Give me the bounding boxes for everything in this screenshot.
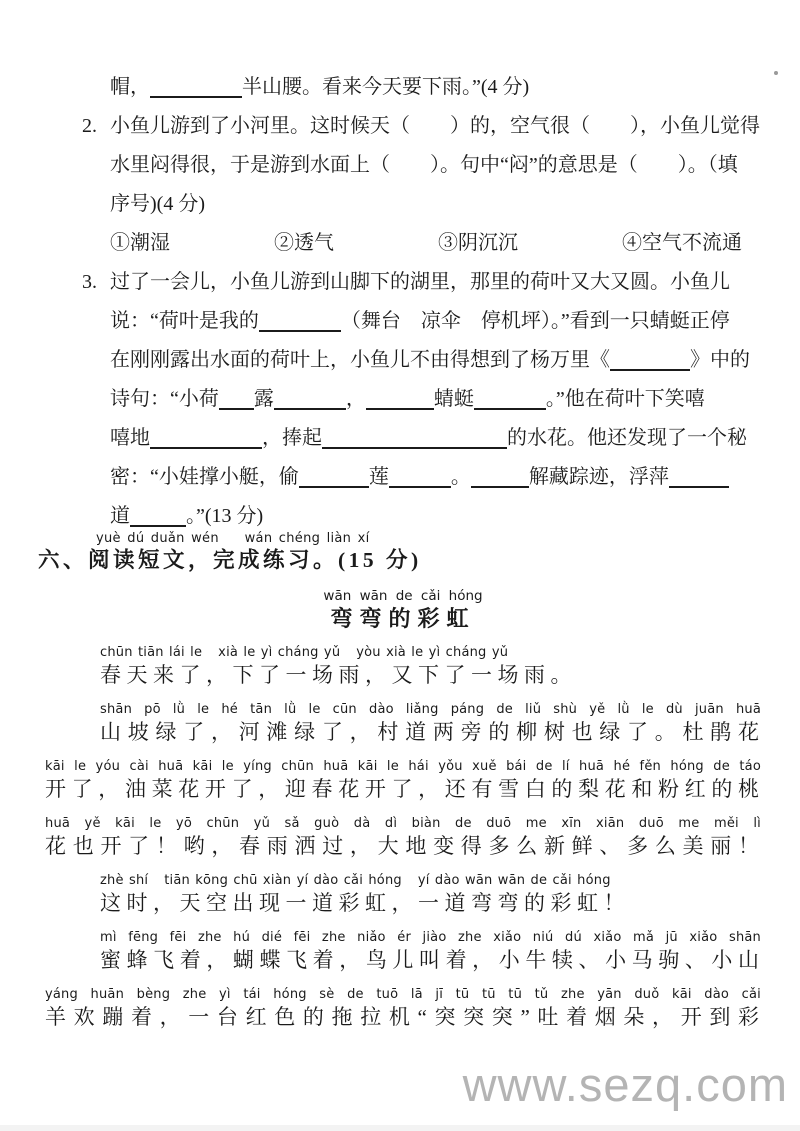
question-text: 》中的: [690, 349, 750, 371]
section-six-pinyin: yuè dú duǎn wén wán chéng liàn xí: [96, 531, 370, 546]
answer-blank: [274, 408, 346, 410]
question-line: [110, 419, 778, 458]
passage-line-pinyin: kāi le yóu cài huā kāi le yíng chūn huā kāi le hái yǒu xuě bái de lí huā hé fěn hóng de táo: [45, 759, 761, 774]
passage-lines: [45, 645, 761, 1031]
question-text: 密：“小娃撑小艇，偷: [110, 466, 299, 488]
question-text: 在刚刚露出水面的荷叶上，小鱼儿不由得想到了杨万里《: [110, 349, 610, 371]
passage-title-pinyin: wān wān de cǎi hóng: [323, 588, 483, 604]
questions-section: [82, 68, 778, 536]
question-text: 水里闷得很，于是游到水面上（ ）。句中“闷”的意思是（ ）。（填: [110, 154, 738, 176]
watermark: www.sezq.com: [462, 1058, 788, 1111]
answer-blank: [669, 486, 729, 488]
question-text: ，: [345, 388, 366, 410]
passage-line: [45, 873, 761, 917]
question-text: 帽，: [110, 76, 150, 98]
question-number: 2.: [82, 115, 97, 137]
options-list: [110, 224, 742, 263]
question-line: [82, 107, 778, 146]
option-item: ②透气: [274, 232, 334, 254]
question-text: 序号)(4 分): [110, 193, 205, 215]
question-text: 露: [253, 388, 274, 410]
answer-blank: [219, 408, 254, 410]
answer-blank: [259, 330, 341, 332]
question-line: [110, 146, 778, 185]
question-text: （舞台 凉伞 停机坪）。”看到一只蜻蜓正停: [340, 310, 730, 332]
passage-line: [45, 987, 761, 1031]
question-line: [110, 380, 778, 419]
question-text: 。”(13 分): [186, 505, 264, 527]
answer-blank: [389, 486, 451, 488]
answer-blank: [322, 447, 507, 449]
answer-blank: [366, 408, 434, 410]
passage-line-pinyin: huā yě kāi le yō chūn yǔ sǎ guò dà dì biàn de duō me xīn xiān duō me měi lì: [45, 816, 761, 831]
passage-title-block: [45, 588, 761, 632]
passage-line: [45, 702, 761, 746]
question-text: 。: [450, 466, 471, 488]
question-text: 半山腰。看来今天要下雨。”(4 分): [242, 76, 530, 98]
question-text: ，捧起: [262, 427, 322, 449]
question-text: 莲: [368, 466, 389, 488]
option-item: ③阴沉沉: [438, 232, 518, 254]
question-text: 诗句：“小荷: [110, 388, 219, 410]
answer-blank: [471, 486, 529, 488]
question-text: 道: [110, 505, 130, 527]
passage-line-hanzi: 花也开了！哟，春雨洒过，大地变得多么新鲜、多么美丽！: [45, 834, 761, 858]
question-line: [110, 68, 778, 107]
question-line: [110, 302, 778, 341]
passage-line-hanzi: 开了，油菜花开了，迎春花开了，还有雪白的梨花和粉红的桃: [45, 777, 761, 801]
question-line: [82, 263, 778, 302]
passage-line-pinyin: mì fēng fēi zhe hú dié fēi zhe niǎo ér jiào zhe xiǎo niú dú xiǎo mǎ jū xiǎo shān: [100, 930, 761, 945]
reading-passage-section: [45, 588, 761, 1044]
passage-line-pinyin: zhè shí tiān kōng chū xiàn yí dào cǎi hóng yí dào wān wān de cǎi hóng: [100, 873, 611, 888]
passage-line: [45, 645, 761, 689]
passage-line: [45, 930, 761, 974]
option-item: ①潮湿: [110, 232, 170, 254]
passage-line: [45, 759, 761, 803]
answer-blank: [610, 369, 690, 371]
question-text: 蜻蜓: [433, 388, 474, 410]
question-text: 小鱼儿游到了小河里。这时候天（ ）的，空气很（ ），小鱼儿觉得: [110, 115, 760, 137]
question-line: [110, 458, 778, 497]
question-text: 的水花。他还发现了一个秘: [507, 427, 747, 449]
passage-line: [45, 816, 761, 860]
passage-line-hanzi: 春天来了，下了一场雨，又下了一场雨。: [100, 663, 577, 687]
question-text: 。”他在荷叶下笑嘻: [545, 388, 705, 410]
passage-line-pinyin: shān pō lǜ le hé tān lǜ le cūn dào liǎng páng de liǔ shù yě lǜ le dù juān huā: [100, 702, 761, 717]
passage-line-hanzi: 这时，天空出现一道彩虹，一道弯弯的彩虹！: [100, 891, 630, 915]
question-text: 嘻地: [110, 427, 150, 449]
question-text: 过了一会儿，小鱼儿游到山脚下的湖里，那里的荷叶又大又圆。小鱼儿: [110, 271, 730, 293]
passage-line-pinyin: yáng huān bèng zhe yì tái hóng sè de tuō lā jī tū tū tū tǔ zhe yān duǒ kāi dào cǎi: [45, 987, 761, 1002]
question-line: [110, 341, 778, 380]
answer-blank: [150, 447, 262, 449]
answer-blank: [299, 486, 369, 488]
passage-line-hanzi: 羊欢蹦着，一台红色的拖拉机“突突突”吐着烟朵，开到彩: [45, 1005, 761, 1029]
section-six-header: [38, 531, 422, 574]
page-edge-strip: [0, 1125, 800, 1131]
answer-blank: [130, 525, 186, 527]
passage-title: 弯弯的彩虹: [330, 606, 476, 631]
question-number: 3.: [82, 271, 97, 293]
passage-line-hanzi: 蜜蜂飞着，蝴蝶飞着，鸟儿叫着，小牛犊、小马驹、小山: [100, 948, 761, 972]
answer-blank: [474, 408, 546, 410]
question-line: [110, 185, 778, 224]
options-row: [110, 224, 778, 263]
answer-blank: [150, 96, 242, 98]
option-item: ④空气不流通: [622, 232, 742, 254]
section-six-title: 六、阅读短文，完成练习。(15 分): [38, 548, 422, 572]
passage-line-hanzi: 山坡绿了，河滩绿了，村道两旁的柳树也绿了。杜鹃花: [100, 720, 761, 744]
question-text: 说：“荷叶是我的: [110, 310, 259, 332]
passage-line-pinyin: chūn tiān lái le xià le yì cháng yǔ yòu xià le yì cháng yǔ: [100, 645, 509, 660]
question-text: 解藏踪迹，浮萍: [528, 466, 669, 488]
